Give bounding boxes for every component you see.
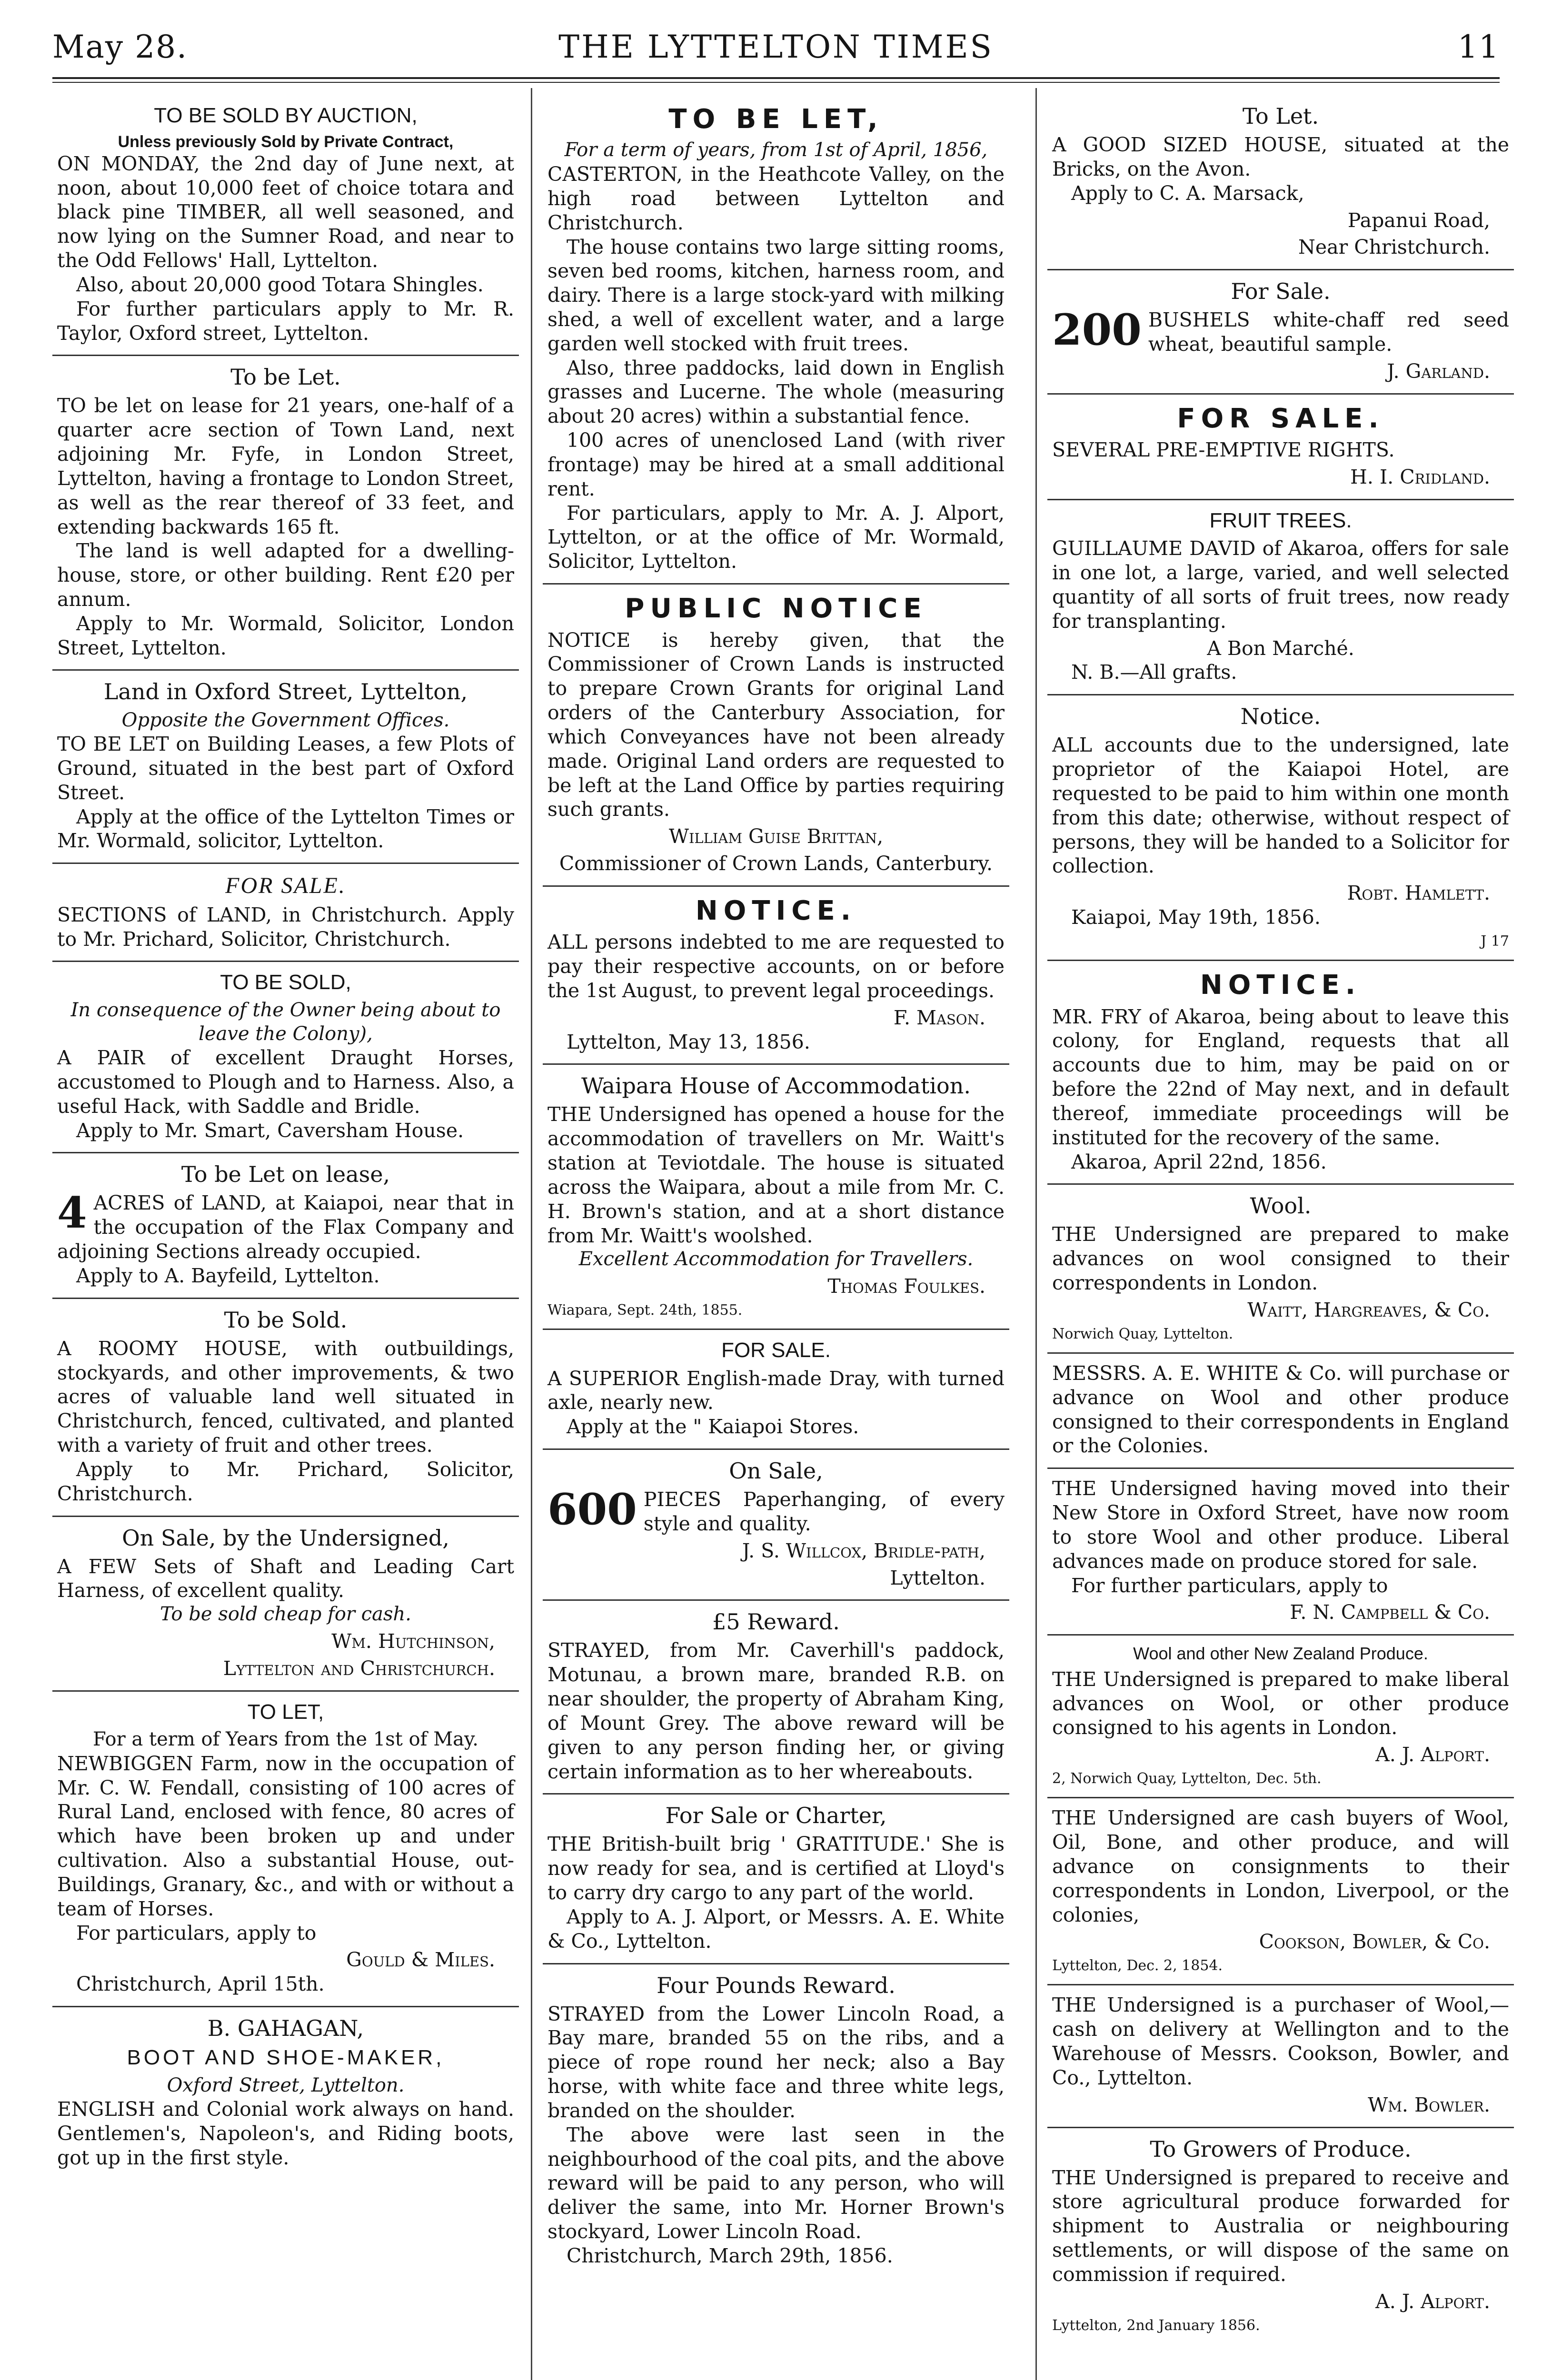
ad-body: For further particulars apply to Mr. R. Taylor, Oxford street, Lyttelton.	[57, 297, 514, 345]
ad-body: Apply at the " Kaiapoi Stores.	[567, 1415, 859, 1438]
ad-wheat-for-sale	[1047, 270, 1514, 395]
ad-kaiapoi-hotel-notice	[1047, 695, 1514, 961]
ad-body: 100 acres of unenclosed Land (with river frontage) may be hired at a small additional rent.	[547, 429, 1005, 500]
ad-pre-emptive-rights	[1047, 395, 1514, 500]
ad-kaiapoi-lease	[52, 1153, 519, 1299]
ad-date: Lyttelton, Dec. 2, 1854.	[1052, 1957, 1223, 1974]
page-number: 11	[1458, 29, 1500, 65]
ad-body: The house contains two large sitting rooms, seven bed rooms, kitchen, harness room, and dairy. There is a large stock-yard with milking shed, a well of excellent water, and a large garden well stocked with fruit trees.	[547, 235, 1005, 355]
ad-subheading: To be sold cheap for cash.	[159, 1603, 412, 1626]
ad-heading: Four Pounds Reward.	[657, 1972, 895, 1998]
ad-heading: FOR SALE.	[721, 1339, 831, 1362]
ad-signature: H. I. Cridland.	[1350, 465, 1490, 488]
ad-body: Apply to C. A. Marsack,	[1071, 181, 1304, 205]
ad-subheading: In consequence of the Owner being about to leave the Colony),	[70, 999, 501, 1045]
column-divider	[531, 88, 532, 2380]
ad-heading: Wool.	[1250, 1193, 1312, 1219]
ad-signature: Robt. Hamlett.	[1347, 882, 1490, 905]
ad-heading: Waipara House of Accommodation.	[581, 1073, 971, 1099]
ad-body: THE Undersigned having moved into their New Store in Oxford Street, have now room to store Wool and other produce. Liberal advances made on produce stored for sale.	[1052, 1477, 1509, 1573]
ad-fruit-trees	[1047, 500, 1514, 696]
ad-signature: Lyttelton.	[890, 1566, 985, 1589]
ad-body: A GOOD SIZED HOUSE, situated at the Bricks, on the Avon.	[1052, 133, 1509, 180]
ad-heading: To be Sold.	[224, 1307, 348, 1333]
ad-date: Lyttelton, May 13, 1856.	[567, 1030, 810, 1053]
ad-body: A PAIR of excellent Draught Horses, accustomed to Plough and to Harness. Also, a useful Hack, with Saddle and Bridle.	[57, 1046, 514, 1118]
ad-heading: For Sale or Charter,	[665, 1803, 887, 1829]
ad-heading: PUBLIC NOTICE	[625, 593, 927, 625]
ad-sections-for-sale	[52, 864, 519, 962]
ad-body: Apply to Mr. Wormald, Solicitor, London Street, Lyttelton.	[57, 612, 514, 659]
ad-signature: Near Christchurch.	[1298, 236, 1490, 259]
ad-dray-for-sale	[543, 1330, 1009, 1450]
ad-body: TO BE LET on Building Leases, a few Plots of Ground, situated in the best part of Oxford Street.	[57, 733, 514, 804]
ad-signature: A Bon Marché.	[1207, 636, 1354, 660]
ad-body: ALL persons indebted to me are requested to pay their respective accounts, on or before the 1st August, to prevent legal proceedings.	[547, 931, 1005, 1002]
ad-cart-harness	[52, 1517, 519, 1692]
ad-body: THE British-built brig ' GRATITUDE.' She is now ready for sea, and is certified at Lloyd's to carry dry cargo to any part of the world.	[547, 1833, 1005, 1904]
ad-body: PIECES Paperhanging, of every style and quality.	[643, 1488, 1005, 1535]
ad-heading: TO BE LET,	[668, 104, 884, 135]
ad-fry-notice	[1047, 961, 1514, 1185]
ad-bowler-wool	[1047, 1985, 1514, 2128]
ad-body: STRAYED, from Mr. Caverhill's paddock, Motunau, a brown mare, branded R.B. on near shoulder, the property of Abraham King, of Mount Grey. The above reward will be given to any person finding her, or giving certain information as to her whereabouts.	[547, 1639, 1005, 1783]
ad-body: ENGLISH and Colonial work always on hand. Gentlemen's, Napoleon's, and Riding boots, got up in the first style.	[57, 2098, 514, 2169]
ad-newbiggen-farm	[52, 1692, 519, 2007]
ad-signature: Papanui Road,	[1347, 208, 1490, 232]
column-left	[52, 95, 519, 2180]
ad-heading: FRUIT TREES.	[1209, 508, 1352, 532]
ad-waipara-house	[543, 1065, 1009, 1330]
ad-white-and-co	[1047, 1354, 1514, 1469]
ad-paperhanging	[543, 1450, 1009, 1601]
masthead-rule	[52, 77, 1500, 79]
ad-body: GUILLAUME DAVID of Akaroa, offers for sale in one lot, a large, varied, and well selected quantity of all sorts of fruit trees, now ready for transplanting.	[1052, 537, 1509, 633]
ad-subheading: For a term of Years from the 1st of May.	[92, 1728, 479, 1751]
ad-heading: For Sale.	[1231, 278, 1331, 305]
ad-signature: Wm. Hutchinson,	[331, 1629, 495, 1653]
ad-date: Lyttelton, 2nd January 1856.	[1052, 2317, 1260, 2334]
ad-cookson-bowler	[1047, 1798, 1514, 1985]
ad-reference: J 17	[1481, 932, 1509, 950]
ad-roomy-house	[52, 1299, 519, 1517]
ad-body: BUSHELS white-chaff red seed wheat, beautiful sample.	[1148, 308, 1509, 356]
ad-heading: B. GAHAGAN,	[207, 2015, 364, 2041]
column-right	[1047, 95, 1514, 2344]
ad-body: NEWBIGGEN Farm, now in the occupation of Mr. C. W. Fendall, consisting of 100 acres of Rural Land, enclosed with fence, 80 acres of which have been broken up and under cultivation. Also a substantial House, out-Buildings, Granary, &c., and with or without a team of Horses.	[57, 1752, 514, 1920]
ad-body: SECTIONS of LAND, in Christchurch. Apply to Mr. Prichard, Solicitor, Christchurch.	[57, 903, 514, 951]
ad-body: A FEW Sets of Shaft and Leading Cart Harness, of excellent quality.	[57, 1555, 514, 1602]
ad-body: For particulars, apply to	[76, 1921, 317, 1944]
column-center	[543, 95, 1009, 2278]
ad-public-notice	[543, 585, 1009, 887]
ad-body: ALL accounts due to the undersigned, late proprietor of the Kaiapoi Hotel, are requested to be paid to him within one month from this date; otherwise, without respect of persons, they will be handed to a Solicitor for collection.	[1052, 734, 1509, 878]
ad-mason-notice	[543, 887, 1009, 1065]
ad-body: THE Undersigned is prepared to make liberal advances on Wool, or other produce consigned to his agents in London.	[1052, 1667, 1509, 1739]
ad-five-pound-reward	[543, 1601, 1009, 1795]
ad-body: SEVERAL PRE-EMPTIVE RIGHTS.	[1052, 438, 1395, 462]
ad-signature: J. S. Willcox, Bridle-path,	[742, 1539, 985, 1562]
ad-heading: TO BE SOLD,	[220, 971, 351, 994]
ad-body: A SUPERIOR English-made Dray, with turned axle, nearly new.	[547, 1367, 1005, 1414]
ad-body: STRAYED from the Lower Lincoln Road, a Bay mare, branded 55 on the ribs, and a piece of rope round her neck; also a Bay horse, with white face and three white legs, branded on the shoulder.	[547, 2002, 1005, 2122]
ad-body: TO be let on lease for 21 years, one-half of a quarter acre section of Town Land, next adjoining Mr. Fyfe, in London Street, Lyttelton, having a frontage to London Street, as well as the rear thereof of 33 feet, and extending backwards 165 ft.	[57, 394, 514, 538]
ad-gahagan-bootmaker	[52, 2007, 519, 2180]
ad-heading: FOR SALE.	[225, 873, 346, 899]
ad-four-pounds-reward	[543, 1964, 1009, 2278]
ad-body: THE Undersigned is a purchaser of Wool,—cash on delivery at Wellington and to the Warehouse of Messrs. Cookson, Bowler, and Co., Lyttelton.	[1052, 1993, 1509, 2089]
ad-date: 2, Norwich Quay, Lyttelton, Dec. 5th.	[1052, 1770, 1322, 1787]
ad-body: THE Undersigned is prepared to receive and store agricultural produce forwarded for shipment to Australia or neighbouring settlements, or will dispose of the same on commission if required.	[1052, 2166, 1509, 2286]
ad-wool-advances	[1047, 1185, 1514, 1354]
ad-signature: Wm. Bowler.	[1368, 2093, 1490, 2116]
ad-date: Christchurch, April 15th.	[76, 1973, 325, 1996]
ad-timber-auction	[52, 95, 519, 356]
issue-date: May 28.	[52, 29, 188, 65]
ad-date: Kaiapoi, May 19th, 1856.	[1071, 906, 1321, 929]
ad-signature: A. J. Alport.	[1375, 2290, 1490, 2313]
ad-heading: To be Let on lease,	[181, 1161, 390, 1188]
ad-body: Apply to A. Bayfeild, Lyttelton.	[76, 1264, 380, 1287]
ad-signature: A. J. Alport.	[1375, 1743, 1490, 1766]
ad-body: Apply to A. J. Alport, or Messrs. A. E. White & Co., Lyttelton.	[547, 1905, 1005, 1953]
ad-heading: Land in Oxford Street, Lyttelton,	[103, 679, 468, 705]
ad-body: N. B.—All grafts.	[1071, 661, 1237, 684]
ad-body: ON MONDAY, the 2nd day of June next, at noon, about 10,000 feet of choice totara and black pine TIMBER, all well seasoned, and now lying on the Sumner Road, and near to the Odd Fellows' Hall, Lyttelton.	[57, 152, 514, 272]
ad-signature: J. Garland.	[1387, 359, 1490, 383]
ad-body: Apply to Mr. Prichard, Solicitor, Christchurch.	[57, 1458, 514, 1505]
ad-heading: NOTICE.	[1200, 970, 1362, 1001]
ad-signature: Thomas Foulkes.	[827, 1275, 985, 1298]
ad-body: THE Undersigned are cash buyers of Wool, Oil, Bone, and other produce, and will advance on consignments to their correspondents in London, Liverpool, or the colonies,	[1052, 1806, 1509, 1926]
ad-signature: F. Mason.	[893, 1006, 985, 1029]
ad-subheading: Unless previously Sold by Private Contract,	[118, 132, 454, 151]
ad-body: ACRES of LAND, at Kaiapoi, near that in the occupation of the Flax Company and adjoining Sections already occupied.	[57, 1191, 514, 1263]
ad-heading: To be Let.	[230, 364, 341, 390]
ad-signature: Commissioner of Crown Lands, Canterbury.	[559, 852, 993, 875]
masthead	[52, 19, 1500, 81]
ad-body: The land is well adapted for a dwelling-house, store, or other building. Rent £20 per annum.	[57, 539, 514, 611]
ad-body: For particulars, apply to Mr. A. J. Alport, Lyttelton, or at the office of Mr. Wormald, Solicitor, Lyttelton.	[547, 501, 1005, 573]
ad-campbell-store	[1047, 1469, 1514, 1636]
ad-heading: To Let.	[1242, 103, 1319, 129]
ad-date: Wiapara, Sept. 24th, 1855.	[547, 1301, 743, 1319]
ad-signature: F. N. Campbell & Co.	[1290, 1601, 1490, 1624]
ad-subheading: Oxford Street, Lyttelton.	[167, 2074, 405, 2096]
ad-body: The above were last seen in the neighbourhood of the coal pits, and the above reward will be paid to any person, who will deliver the same, into Mr. Horner Brown's stockyard, Lower Lincoln Road.	[547, 2123, 1005, 2243]
ad-heading: TO LET,	[247, 1700, 324, 1724]
ad-body: A ROOMY HOUSE, with outbuildings, stockyards, and other improvements, & two acres of valuable land well situated in Christchurch, fenced, cultivated, and planted with a variety of fruit and other trees.	[57, 1337, 514, 1457]
ad-signature: Waitt, Hargreaves, & Co.	[1247, 1298, 1490, 1321]
ad-subheading: Excellent Accommodation for Travellers.	[578, 1248, 974, 1270]
ad-date: Akaroa, April 22nd, 1856.	[1071, 1150, 1327, 1173]
masthead-rule-thin	[52, 82, 1500, 83]
ad-heading: TO BE SOLD BY AUCTION,	[154, 104, 418, 127]
ad-horses-for-sale	[52, 962, 519, 1153]
ad-numeral: 200	[1052, 305, 1142, 356]
ad-body: THE Undersigned has opened a house for the accommodation of travellers on Mr. Waitt's station at Teviotdale. The house is situated across the Waipara, about a mile from Mr. C. H. Brown's station, and at a short distance from Mr. Waitt's woolshed.	[547, 1103, 1005, 1247]
ad-signature: Lyttelton and Christchurch.	[223, 1656, 495, 1680]
ad-body: NOTICE is hereby given, that the Commissioner of Crown Lands is instructed to prepare Crown Grants for original Land orders of the Canterbury Association, for which Conveyances have not been already made. Original Land orders are requested to be left at the Land Office by parties requiring such grants.	[547, 628, 1005, 821]
ad-heading: On Sale,	[729, 1458, 823, 1484]
ad-numeral: 600	[547, 1484, 637, 1535]
ad-oxford-street-land	[52, 671, 519, 864]
ad-body: THE Undersigned are prepared to make advances on wool consigned to their correspondents in London.	[1052, 1223, 1509, 1295]
ad-signature: Gould & Miles.	[346, 1948, 495, 1972]
ad-subheading: Opposite the Government Offices.	[121, 709, 450, 731]
ad-body: CASTERTON, in the Heathcote Valley, on the high road between Lyttelton and Christchurch.	[547, 163, 1005, 234]
ad-body: Also, three paddocks, laid down in English grasses and Lucerne. The whole (measuring about 20 acres) within a substantial fence.	[547, 356, 1005, 428]
ad-body: Apply to Mr. Smart, Caversham House.	[76, 1119, 464, 1142]
ad-body: For further particulars, apply to	[1071, 1574, 1388, 1597]
ad-body: Apply at the office of the Lyttelton Times or Mr. Wormald, solicitor, Lyttelton.	[57, 805, 514, 853]
ad-signature: William Guise Brittan,	[668, 825, 884, 848]
ad-nz-produce	[1047, 1636, 1514, 1798]
ad-heading: Notice.	[1240, 704, 1321, 730]
ad-body: MESSRS. A. E. WHITE & Co. will purchase or advance on Wool and other produce consigned to their correspondents in England or the Colonies.	[1052, 1361, 1509, 1458]
ad-growers-of-produce	[1047, 2128, 1514, 2344]
ad-heading: £5 Reward.	[712, 1609, 840, 1635]
column-divider	[1035, 88, 1037, 2380]
ad-body: MR. FRY of Akaroa, being about to leave this colony, for England, requests that all accounts due to him, may be paid on or before the 22nd of May next, and in default thereof, immediate proceedings will be instituted for the recovery of the same.	[1052, 1005, 1509, 1149]
ad-heading: BOOT AND SHOE-MAKER,	[127, 2046, 445, 2070]
ad-heading: On Sale, by the Undersigned,	[122, 1525, 449, 1551]
ad-heading: To Growers of Produce.	[1150, 2136, 1412, 2162]
ad-casterton-to-let	[543, 95, 1009, 585]
newspaper-title: THE LYTTELTON TIMES	[558, 29, 994, 65]
ad-date: Christchurch, March 29th, 1856.	[567, 2244, 893, 2267]
ad-heading: FOR SALE.	[1177, 403, 1384, 434]
ad-body: Also, about 20,000 good Totara Shingles.	[76, 273, 484, 296]
ad-heading: Wool and other New Zealand Produce.	[1133, 1644, 1428, 1664]
ad-heading: NOTICE.	[695, 895, 857, 926]
ad-land-to-let	[52, 356, 519, 671]
ad-subheading: For a term of years, from 1st of April, 1856,	[564, 139, 988, 161]
ad-brig-gratitude	[543, 1795, 1009, 1964]
ad-date: Norwich Quay, Lyttelton.	[1052, 1325, 1234, 1342]
ad-house-to-let	[1047, 95, 1514, 270]
ad-signature: Cookson, Bowler, & Co.	[1259, 1930, 1490, 1954]
ad-numeral: 4	[57, 1188, 87, 1239]
